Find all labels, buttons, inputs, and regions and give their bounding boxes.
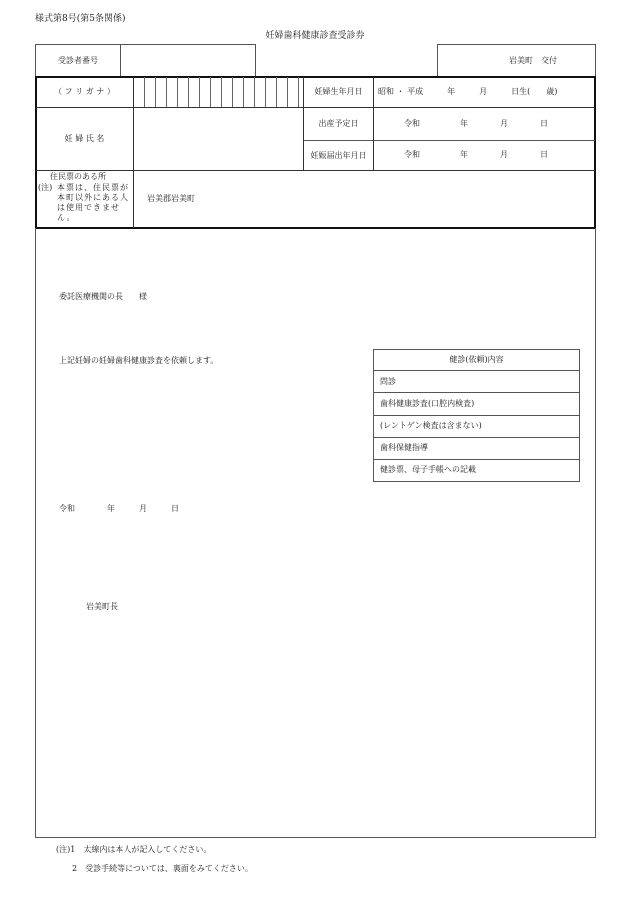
form-number: 様式第8号(第5条関係) — [35, 14, 126, 24]
request-text: 上記妊婦の妊婦歯科健康診査を依頼します。 — [59, 356, 219, 365]
issued-by: 岩美町 交付 — [509, 55, 557, 65]
due-date-label: 出産予定日 — [318, 119, 359, 128]
addressee: 委託医療機関の長 様 — [59, 292, 147, 301]
address-value[interactable]: 岩美郡岩美町 — [147, 194, 195, 203]
footnote-2: 2 受診手続等については、裏面をみてください。 — [72, 864, 253, 873]
name-label: 妊 婦 氏 名 — [64, 134, 105, 143]
notify-date-label: 妊娠届出年月日 — [310, 150, 367, 160]
address-label: 住民票のある所 — [50, 172, 106, 181]
address-note-prefix: (注) — [38, 183, 53, 192]
due-date-value[interactable]: 令和 年 月 日 — [404, 119, 548, 128]
form-title: 妊婦歯科健康診査受診券 — [265, 31, 365, 41]
birth-label: 妊婦生年月日 — [314, 87, 363, 96]
birth-value[interactable]: 昭和 ・ 平成 年 月 日生( 歳) — [378, 87, 558, 96]
request-date[interactable]: 令和 年 月 日 — [59, 504, 179, 513]
exam-table-header: 健診(依頼)内容 — [449, 355, 504, 364]
request-section — [35, 228, 596, 838]
exam-item: (レントゲン検査は含まない) — [380, 421, 482, 430]
name-field[interactable] — [134, 108, 303, 170]
notify-date-value[interactable]: 令和 年 月 日 — [404, 150, 548, 159]
footnote-1: (注)1 太線内は本人が記入してください。 — [56, 845, 212, 854]
exam-item: 問診 — [380, 377, 396, 386]
address-note: 本票は、住民票が本町以外にある人は使用できません。 — [57, 183, 129, 222]
exam-item: 歯科保健指導 — [380, 443, 428, 452]
furigana-field[interactable] — [134, 77, 303, 107]
signer: 岩美町長 — [86, 602, 118, 611]
furigana-label: （ フ リ ガ ナ ） — [54, 87, 115, 96]
recipient-number-label: 受診者番号 — [58, 55, 98, 65]
recipient-number-field[interactable] — [121, 45, 255, 76]
exam-item: 健診票、母子手帳への記載 — [380, 465, 476, 474]
exam-item: 歯科健康診査(口腔内検査) — [380, 399, 475, 408]
